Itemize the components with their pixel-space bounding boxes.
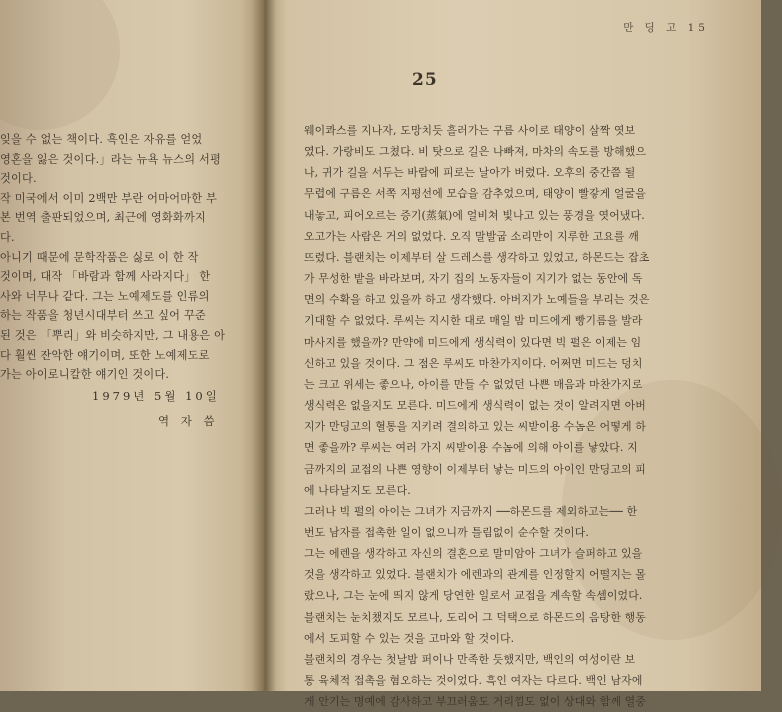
right-line: 나, 귀가 길을 서두는 바람에 피로는 날아가 버렸다. 오후의 중간쯤 될	[304, 166, 636, 180]
right-line: 그러나 빅 펄의 아이는 그녀가 지금까지 ──하몬드를 제외하고는── 한	[304, 504, 638, 518]
right-line: 것을 생각하고 있었다. 블랜치가 에렌과의 관계를 인정할지 어떨지는 몰	[304, 568, 646, 582]
book-gutter	[252, 0, 276, 691]
left-line: 아니기 때문에 문학작품은 싫로 이 한 작	[0, 250, 199, 264]
right-line: 내놓고, 피어오르는 증기(蒸氣)에 얼비쳐 빛나고 있는 풍경을 엿어냈다.	[304, 208, 645, 222]
right-line: 마사지를 했을까? 만약에 미드에게 생식력이 있다면 빅 펄은 이제는 임	[304, 335, 642, 349]
right-line: 신하고 있을 것이다. 그 점은 루씨도 마찬가지이다. 어쩌면 미드는 덩치	[304, 356, 643, 370]
left-line: 것이며, 대작 「바람과 함께 사라지다」 한	[0, 270, 211, 284]
running-head: 만 딩 고 15	[623, 22, 709, 34]
left-line: 가는 아이로니칼한 얘기인 것이다.	[0, 368, 170, 382]
right-line: 오고가는 사람은 거의 없었다. 오직 말발굽 소리만이 지루한 고요를 깨	[304, 229, 639, 243]
right-line: 그는 에렌을 생각하고 자신의 결혼으로 말미암아 그녀가 슬퍼하고 있을	[304, 547, 643, 561]
chapter-number: 25	[412, 70, 438, 90]
right-page-body	[304, 120, 749, 712]
left-line: 잊을 수 없는 책이다. 흑인은 자유를 얻었	[0, 133, 203, 146]
right-line: 에 나타날지도 모른다.	[304, 483, 411, 497]
left-page	[0, 0, 262, 691]
right-line: 기대할 수 없었다. 루씨는 지시한 대로 매일 밤 미드에게 빵기름을 발라	[304, 314, 643, 328]
left-line: 하는 작품을 청년시대부터 쓰고 싶어 꾸준	[0, 309, 206, 323]
right-line: 금까지의 교접의 나쁜 영향이 이제부터 낳는 미드의 아이인 만딩고의 피	[304, 462, 646, 476]
right-line: 뜨렸다. 블랜치는 이제부터 살 드레스를 생각하고 있었고, 하몬드는 잡초	[304, 250, 650, 264]
right-line: 에서 도피할 수 있는 것을 고마와 할 것이다.	[304, 631, 515, 645]
preface-date: 1979년 5월 10일	[92, 389, 220, 403]
right-line: 면 좋을까? 루씨는 여러 가지 씨받이용 수놈에 의해 아이를 낳았다. 지	[304, 441, 638, 455]
paper-stain	[0, 0, 120, 130]
left-line: 된 것은 「뿌리」와 비슷하지만, 그 내용은 아	[0, 328, 226, 342]
right-line: 가 무성한 밭을 바라보며, 자기 집의 노동자들이 지기가 없는 동안에 독	[304, 272, 643, 286]
right-page	[262, 0, 761, 709]
right-line: 게 안기는 명예에 감사하고 부끄러움도 거리낌도 없이 상대와 함께 열중	[304, 695, 646, 709]
right-line: 였다. 가랑비도 그쳤다. 비 탓으로 길은 나빠져, 마차의 속도를 방해했으	[304, 145, 647, 159]
left-line: 다 훨씬 잔악한 얘기이며, 또한 노예제도로	[0, 348, 210, 362]
right-line: 는 크고 위세는 좋으나, 아이를 만들 수 없었던 나쁜 매음과 마찬가지로	[304, 377, 643, 391]
right-line: 무렵에 구름은 서쪽 지평선에 모습을 감추었으며, 태양이 빨갛게 얼굴을	[304, 187, 646, 201]
left-line: 작 미국에서 이미 2백만 부란 어마어마한 부	[0, 191, 217, 205]
right-line: 블랜치는 눈치챘지도 모르나, 도리어 그 덕택으로 하몬드의 음탕한 행동	[304, 610, 646, 624]
preface-signature: 역 자 씀	[158, 414, 219, 428]
right-line: 면의 수확을 하고 있을까 하고 생각했다. 아버지가 노예들을 부리는 것은	[304, 293, 650, 307]
left-line: 영혼을 잃은 것이다.」라는 뉴욕 뉴스의 서평	[0, 152, 222, 166]
right-line: 랐으나, 그는 눈에 띄지 않게 당연한 일로서 교접을 계속할 속셈이었다.	[304, 589, 643, 603]
right-line: 지가 만딩고의 혈통을 지키려 결의하고 있는 씨받이용 수놈은 어떻게 하	[304, 420, 646, 434]
right-line: 블랜치의 경우는 첫날밤 퍼이나 만족한 듯했지만, 백인의 여성이란 보	[304, 652, 636, 666]
right-line: 웨이콰스를 지나자, 도망치듯 흘러가는 구름 사이로 태양이 살짝 엿보	[304, 124, 636, 137]
right-line: 통 육체적 접촉을 혐오하는 것이었다. 흑인 여자는 다르다. 백인 남자에	[304, 674, 643, 688]
left-line: 다.	[0, 230, 15, 244]
left-page-body	[0, 130, 255, 385]
left-line: 것이다.	[0, 172, 37, 186]
right-line: 생식력은 없을지도 모른다. 미드에게 생식력이 없는 것이 알려지면 아버	[304, 399, 646, 413]
left-line: 사와 너무나 같다. 그는 노예제도를 인류의	[0, 289, 210, 303]
left-line: 본 번역 출판되었으며, 최근에 영화화까지	[0, 211, 206, 225]
right-line: 번도 남자를 접촉한 일이 없으니까 틀림없이 순수할 것이다.	[304, 525, 589, 539]
